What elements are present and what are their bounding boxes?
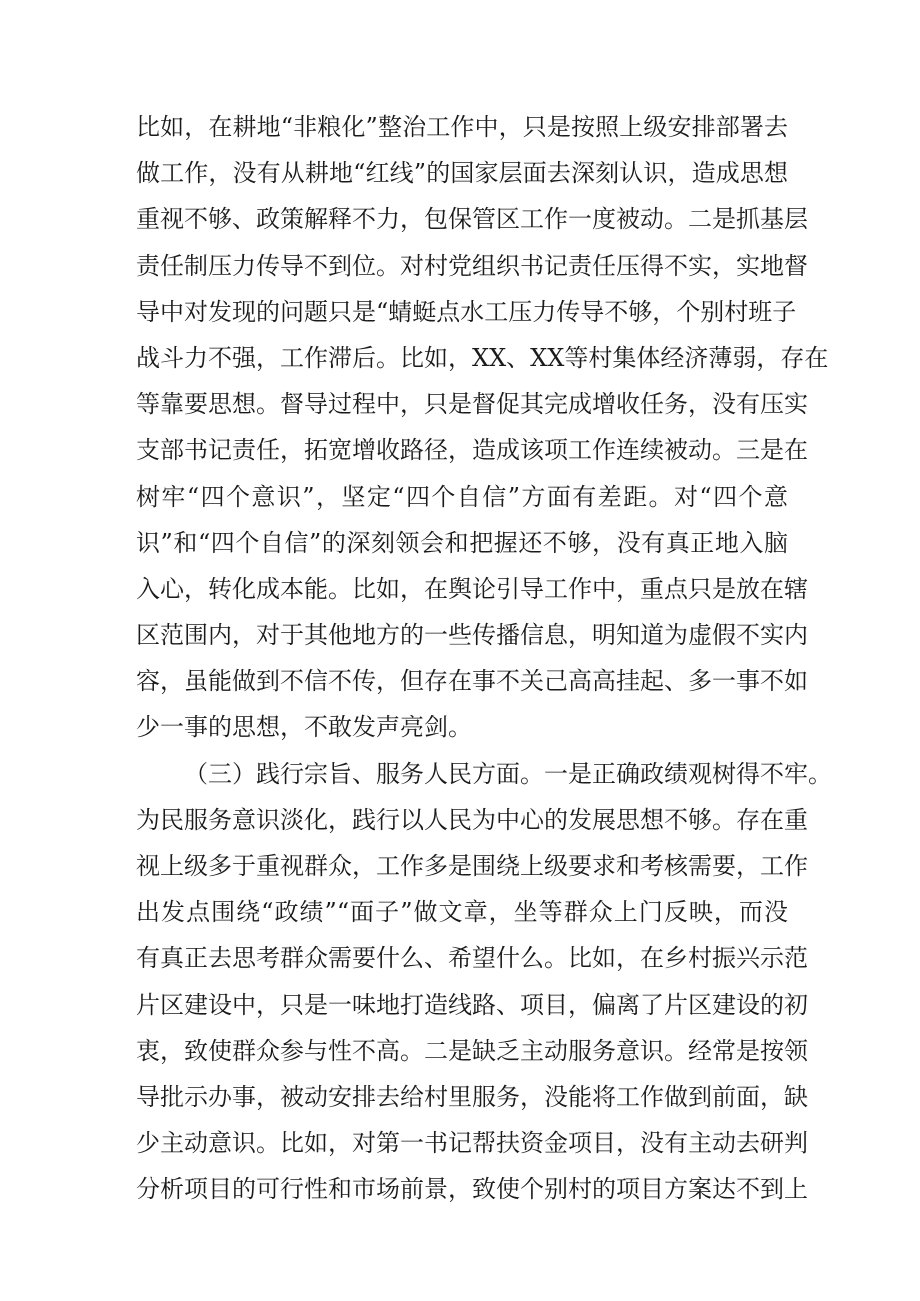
text-line: 支部书记责任，拓宽增收路径，造成该项工作连续被动。三是在 [136,436,808,465]
text-line: 导批示办事，被动安排去给村里服务，没能将工作做到前面，缺 [136,1082,808,1111]
text-line: 比如，在耕地“非粮化”整治工作中，只是按照上级安排部署去 [136,113,788,141]
text-line: 少一事的思想，不敢发声亮剑。 [136,713,472,742]
text-line: 导中对发现的问题只是“蜻蜓点水工压力传导不够，个别村班子 [136,297,797,326]
text-line: 做工作，没有从耕地“红线”的国家层面去深刻认识，造成思想 [136,159,788,188]
text-line: 少主动意识。比如，对第一书记帮扶资金项目，没有主动去研判 [136,1129,808,1158]
text-line: 战斗力不强，工作滞后。比如，XX、XX等村集体经济薄弱，存在 [136,343,829,372]
text-line: 重视不够、政策解释不力，包保管区工作一度被动。二是抓基层 [136,205,808,234]
text-line: 衷，致使群众参与性不高。二是缺乏主动服务意识。经常是按领 [136,1036,808,1065]
text-line: 区范围内，对于其他地方的一些传播信息，明知道为虚假不实内 [136,621,808,650]
section-heading-line: （三）践行宗旨、服务人民方面。一是正确政绩观树得不牢。 [184,759,832,788]
text-line: 出发点围绕“政绩”“面子”做文章，坐等群众上门反映，而没 [136,898,788,927]
text-line: 容，虽能做到不信不传，但存在事不关己高高挂起、多一事不如 [136,667,808,696]
text-line: 为民服务意识淡化，践行以人民为中心的发展思想不够。存在重 [136,805,808,834]
text-line: 等靠要思想。督导过程中，只是督促其完成增收任务，没有压实 [136,390,808,419]
text-line: 识”和“四个自信”的深刻领会和把握还不够，没有真正地入脑 [136,528,788,557]
text-line: 树牢“四个意识”，坚定“四个自信”方面有差距。对“四个意 [136,482,788,511]
document-body [136,104,832,1213]
text-line: 入心，转化成本能。比如，在舆论引导工作中，重点只是放在辖 [136,574,808,603]
text-line: 责任制压力传导不到位。对村党组织书记责任压得不实，实地督 [136,251,808,280]
text-line: 片区建设中，只是一味地打造线路、项目，偏离了片区建设的初 [136,990,808,1019]
text-line: 分析项目的可行性和市场前景，致使个别村的项目方案达不到上 [136,1175,808,1204]
text-line: 视上级多于重视群众，工作多是围绕上级要求和考核需要，工作 [136,852,808,880]
text-line: 有真正去思考群众需要什么、希望什么。比如，在乡村振兴示范 [136,944,808,973]
